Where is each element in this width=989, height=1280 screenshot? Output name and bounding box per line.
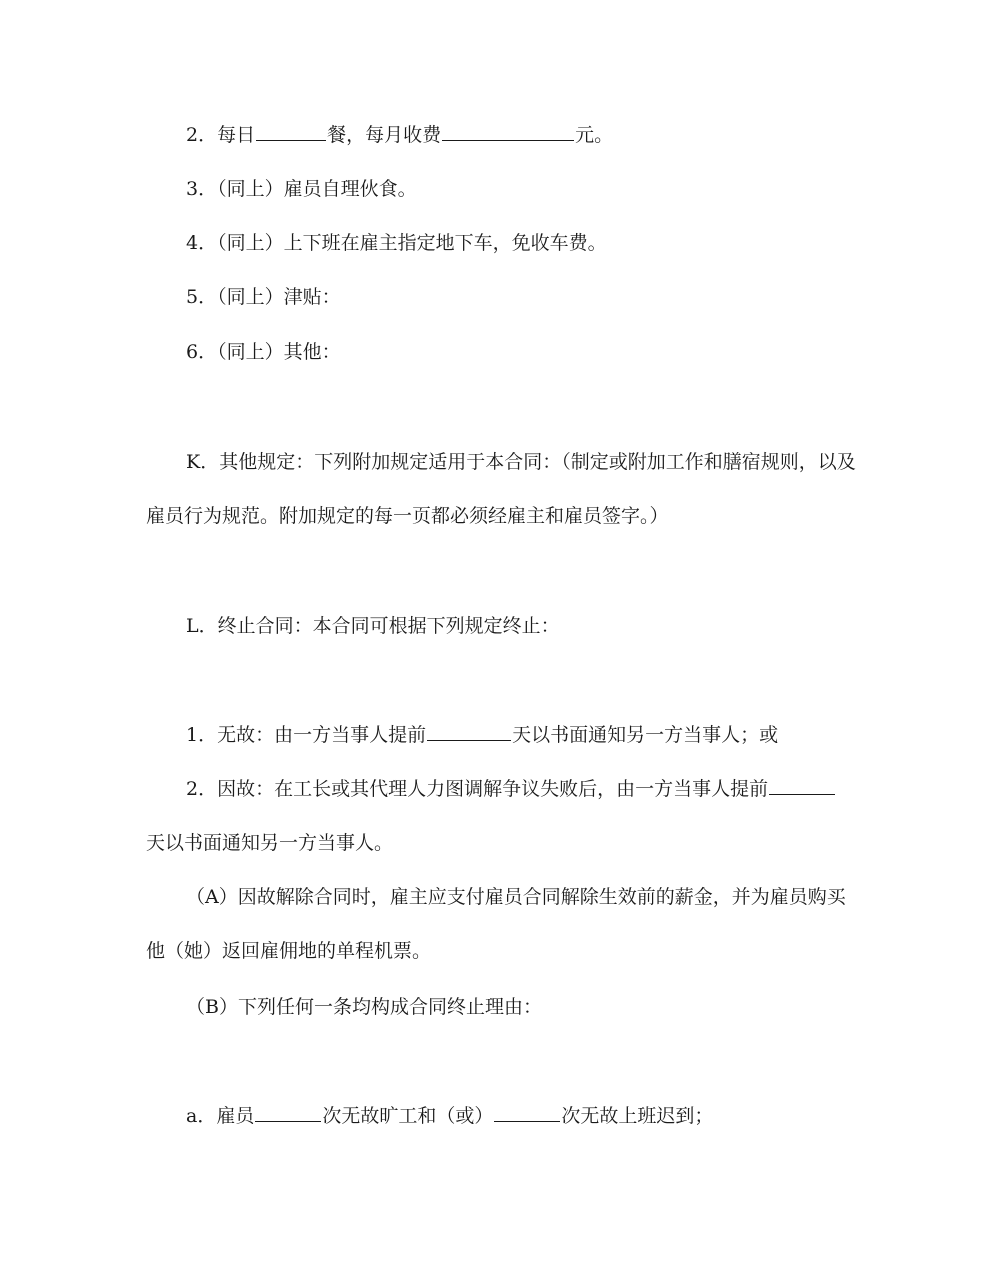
section-k-line-2: 雇员行为规范。附加规定的每一页都必须经雇主和雇员签字。）	[146, 505, 669, 527]
blank-monthly-fee	[442, 122, 574, 141]
meal-item-3	[186, 177, 417, 201]
termination-item-2-line-2: 天以书面通知另一方当事人。	[146, 832, 394, 854]
termination-item-1	[186, 722, 778, 746]
item-text: 次无故旷工和（或）	[322, 1105, 494, 1127]
item-text: 次无故上班迟到；	[561, 1105, 714, 1127]
item-text: （同上）雇员自理伙食。	[217, 178, 417, 200]
item-text: 雇员	[216, 1105, 255, 1127]
blank-late-count	[494, 1103, 560, 1122]
allowance-item-5	[186, 285, 341, 309]
termination-item-2-line-1	[186, 776, 836, 800]
clause-a-line-1: （A）因故解除合同时，雇主应支付雇员合同解除生效前的薪金，并为雇员购买	[186, 886, 846, 908]
transport-item-4	[186, 231, 607, 255]
item-text: 元。	[575, 124, 614, 146]
item-number: 3．	[186, 178, 218, 200]
item-text: 2．因故：在工长或其代理人力图调解争议失败后，由一方当事人提前	[186, 778, 769, 800]
item-number: a．	[186, 1105, 217, 1127]
item-text: （同上）津贴：	[217, 286, 341, 308]
blank-meals-per-day	[256, 122, 326, 141]
other-item-6	[186, 340, 341, 364]
item-number: 1．	[186, 724, 218, 746]
item-text: （同上）其他：	[217, 341, 341, 363]
item-number: 4．	[186, 232, 218, 254]
section-k-line-1: K．其他规定：下列附加规定适用于本合同：（制定或附加工作和膳宿规则，以及	[186, 451, 856, 473]
section-l-heading: L．终止合同：本合同可根据下列规定终止：	[186, 615, 560, 637]
item-text: （同上）上下班在雇主指定地下车，免收车费。	[217, 232, 607, 254]
blank-notice-days	[427, 722, 511, 741]
clause-b-heading: （B）下列任何一条均构成合同终止理由：	[186, 996, 542, 1018]
item-text: 天以书面通知另一方当事人；或	[512, 724, 779, 746]
clause-a-line-2: 他（她）返回雇佣地的单程机票。	[146, 940, 432, 962]
item-number: 6．	[186, 341, 218, 363]
item-number: 5．	[186, 286, 218, 308]
item-text: 无故：由一方当事人提前	[217, 724, 427, 746]
blank-absence-count	[255, 1103, 321, 1122]
item-number: 2．	[186, 124, 218, 146]
meal-item-2	[186, 122, 613, 146]
item-text: 每日	[217, 124, 256, 146]
reason-item-a	[186, 1103, 713, 1127]
blank-cause-notice-days	[769, 776, 835, 795]
item-text: 餐，每月收费	[327, 124, 442, 146]
